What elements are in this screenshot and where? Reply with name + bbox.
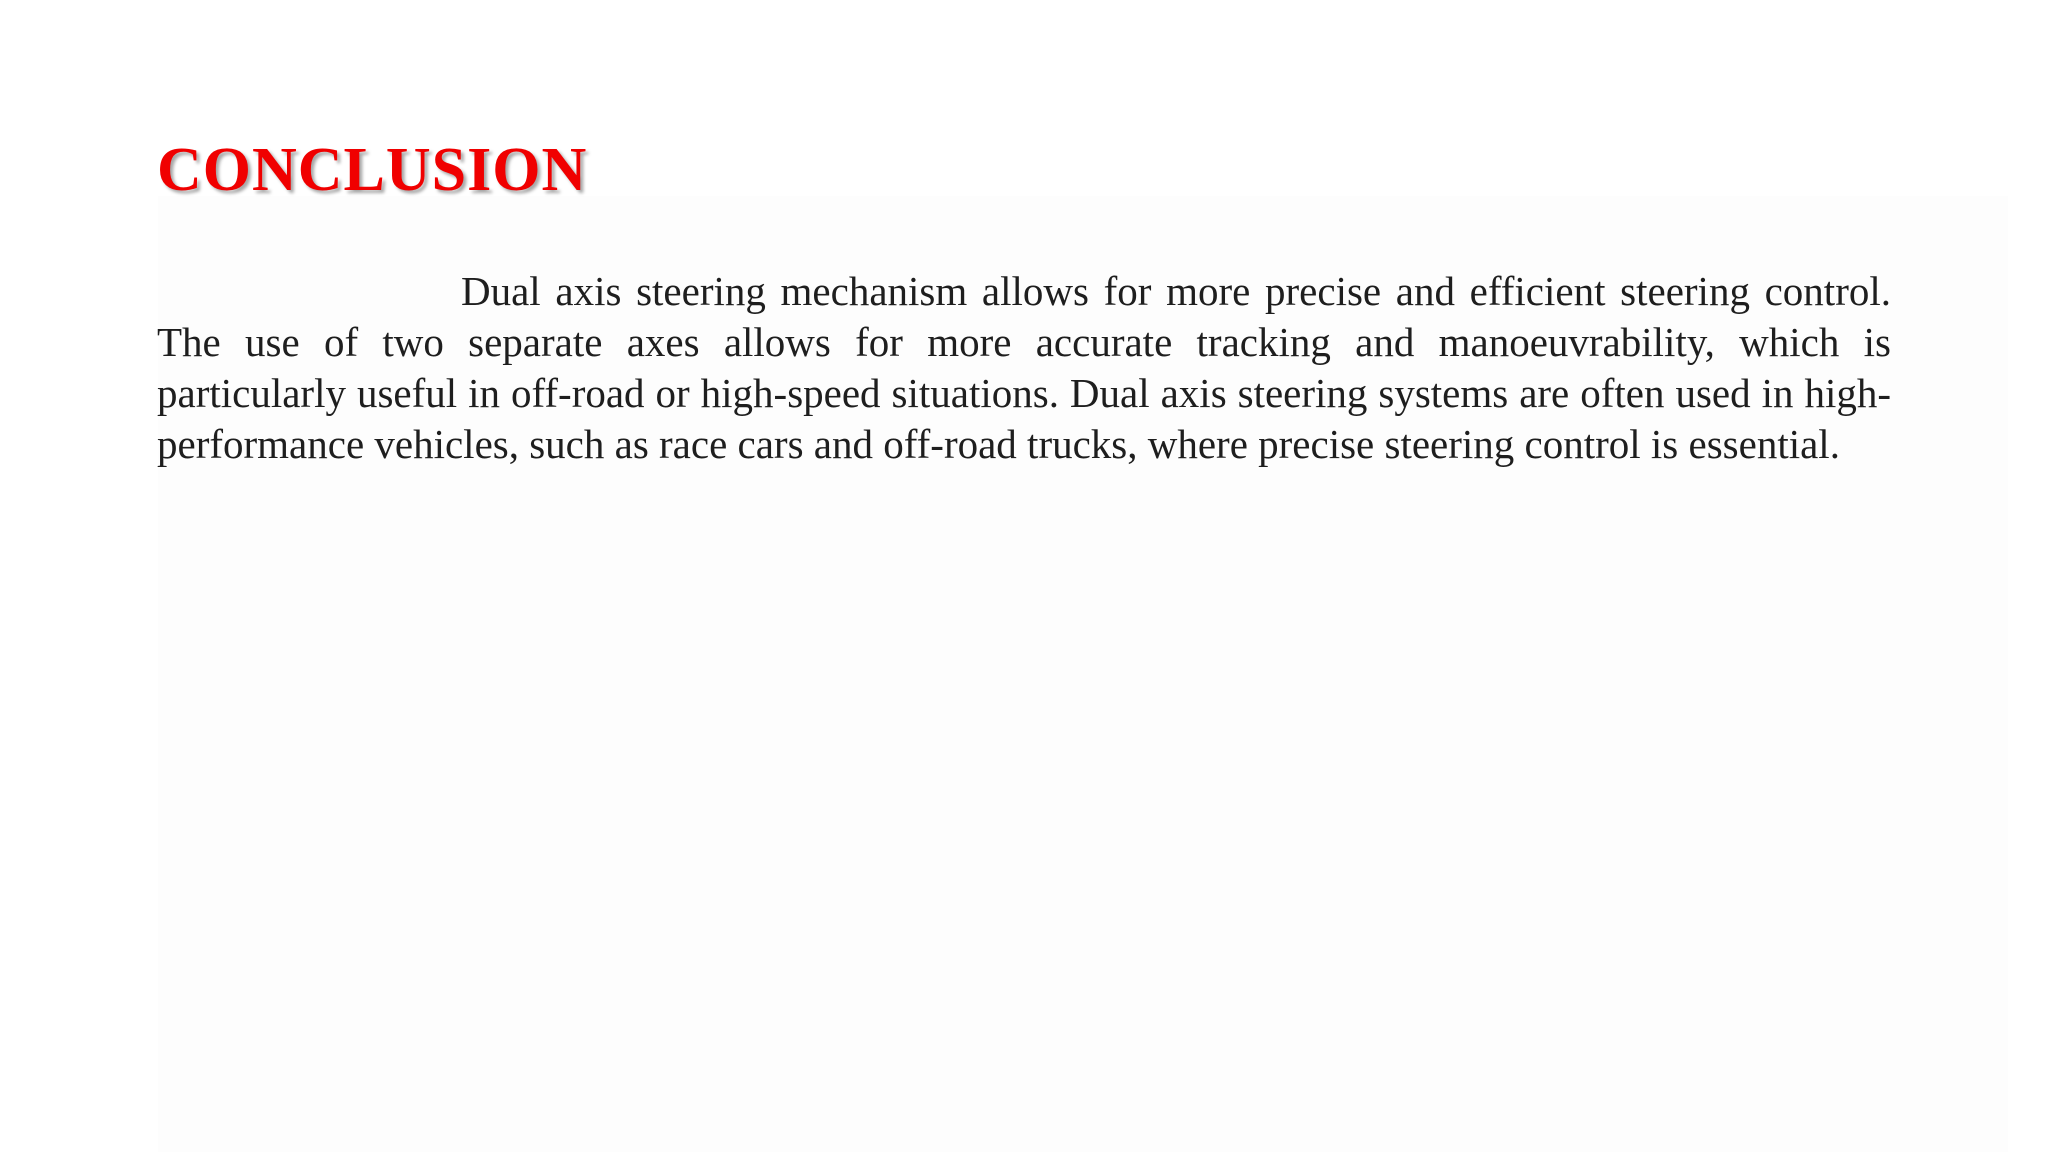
slide-body-text: Dual axis steering mechanism allows for more precise and efficient steering control. The use of two separate axes allows for more accurate tracking and manoeuvrability, which is particularly useful in off-road or high-speed situations. Dual axis steering systems are often used in high-performance vehicles, such as race cars and off-road trucks, where precise steering control is essential. (157, 268, 1891, 467)
slide-title: CONCLUSION (157, 136, 588, 204)
